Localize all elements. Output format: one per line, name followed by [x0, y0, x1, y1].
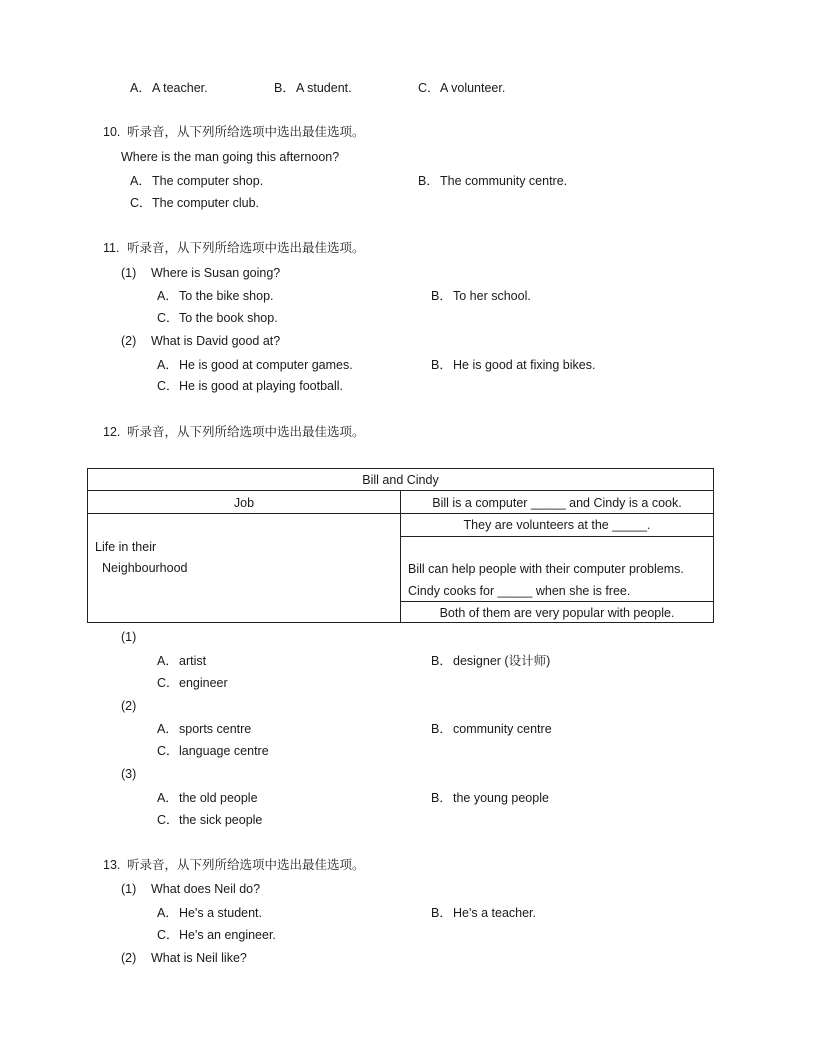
option-label: B． — [431, 289, 452, 303]
option-label: B． — [431, 654, 452, 668]
option-label: C． — [157, 744, 179, 758]
option-label: C． — [157, 928, 179, 942]
option-label: C． — [157, 676, 179, 690]
option-label: A． — [157, 358, 178, 372]
table-help-text: Bill can help people with their computer problems. — [408, 562, 684, 576]
option-label: C． — [157, 311, 179, 325]
question-number: 13. — [103, 858, 121, 872]
option-label: A． — [157, 791, 178, 805]
question-instruction: 听录音，从下列所给选项中选出最佳选项。 — [127, 125, 365, 139]
option-text: A teacher. — [152, 81, 208, 95]
option-text: engineer — [179, 676, 228, 690]
option-text: the young people — [453, 791, 549, 805]
table-title: Bill and Cindy — [362, 473, 439, 487]
question-number: 11. — [103, 241, 120, 255]
question-number: 10. — [103, 125, 121, 139]
subquestion-number: (1) — [121, 266, 137, 280]
question-instruction: 听录音，从下列所给选项中选出最佳选项。 — [127, 241, 365, 255]
option-label: A． — [130, 81, 151, 95]
subquestion-text: What is David good at? — [151, 334, 281, 348]
option-text: the old people — [179, 791, 258, 805]
option-label: B． — [431, 358, 452, 372]
option-text: sports centre — [179, 722, 252, 736]
option-text: A student. — [296, 81, 352, 95]
option-text: language centre — [179, 744, 269, 758]
option-label: C． — [157, 813, 179, 827]
option-text: artist — [179, 654, 207, 668]
option-label: B． — [274, 81, 295, 95]
option-label: B． — [431, 906, 452, 920]
table-help-text: Cindy cooks for _____ when she is free. — [408, 584, 631, 598]
table-life-label: Life in their — [95, 540, 157, 554]
option-label: C． — [418, 81, 440, 95]
subquestion-number: (3) — [121, 767, 137, 781]
info-table — [87, 468, 714, 623]
table-job-label: Job — [233, 496, 255, 510]
option-label: C． — [157, 379, 179, 393]
table-volunteers-text: They are volunteers at the _____. — [463, 518, 651, 532]
option-text: A volunteer. — [440, 81, 506, 95]
option-label: B． — [418, 174, 439, 188]
table-job-text: Bill is a computer _____ and Cindy is a cook. — [432, 496, 682, 510]
subquestion-number: (2) — [121, 951, 137, 965]
option-text: The computer club. — [152, 196, 259, 210]
table-life-label: Neighbourhood — [102, 561, 188, 575]
option-text: the sick people — [179, 813, 263, 827]
option-label: A． — [157, 906, 178, 920]
table-rule — [400, 601, 713, 602]
option-text: To the bike shop. — [179, 289, 274, 303]
table-popular-text: Both of them are very popular with people. — [439, 606, 675, 620]
option-text: He is good at computer games. — [179, 358, 353, 372]
subquestion-text: What is Neil like? — [151, 951, 247, 965]
option-text: He's an engineer. — [179, 928, 276, 942]
option-text: The computer shop. — [152, 174, 264, 188]
option-text: designer (设计师) — [453, 654, 551, 668]
option-label: B． — [431, 791, 452, 805]
option-text: The community centre. — [440, 174, 568, 188]
option-text: community centre — [453, 722, 552, 736]
option-text: To her school. — [453, 289, 531, 303]
subquestion-number: (1) — [121, 630, 137, 644]
option-text: He is good at playing football. — [179, 379, 343, 393]
option-label: A． — [130, 174, 151, 188]
option-text: To the book shop. — [179, 311, 278, 325]
option-label: B． — [431, 722, 452, 736]
subquestion-text: Where is Susan going? — [151, 266, 281, 280]
subquestion-number: (2) — [121, 334, 137, 348]
option-text: He is good at fixing bikes. — [453, 358, 596, 372]
option-text: He's a student. — [179, 906, 262, 920]
question-number: 12. — [103, 425, 121, 439]
option-text: He's a teacher. — [453, 906, 536, 920]
table-rule — [400, 536, 713, 537]
option-label: A． — [157, 722, 178, 736]
subquestion-text: What does Neil do? — [151, 882, 261, 896]
subquestion-number: (1) — [121, 882, 137, 896]
option-label: C． — [130, 196, 152, 210]
subquestion-number: (2) — [121, 699, 137, 713]
question-text: Where is the man going this afternoon? — [121, 150, 340, 164]
question-instruction: 听录音，从下列所给选项中选出最佳选项。 — [127, 425, 365, 439]
option-label: A． — [157, 654, 178, 668]
option-label: A． — [157, 289, 178, 303]
question-instruction: 听录音，从下列所给选项中选出最佳选项。 — [127, 858, 365, 872]
